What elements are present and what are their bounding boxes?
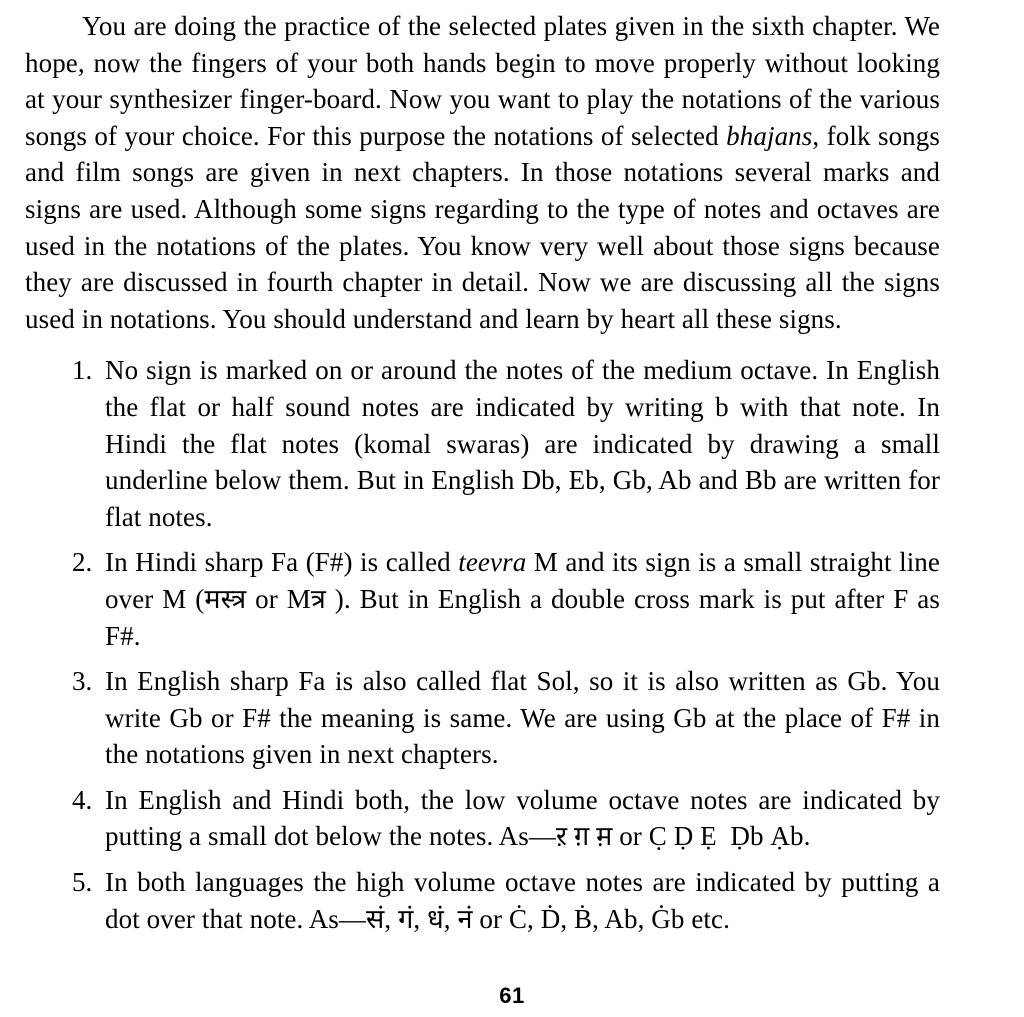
list-item-text: In English sharp Fa is also called flat Sol, so it is also written as Gb. You write Gb or F# the meaning is same. We are using Gb at the place of F# in the notations given in next chapters. (105, 666, 940, 770)
signs-list (72, 352, 940, 937)
list-item-text: In Hindi sharp Fa (F#) is called teevra M and its sign is a small straight line over M (मस्त्र or Mत्र ). But in English a double cross mark is put after F as F#. (105, 547, 940, 651)
list-item (72, 352, 940, 535)
list-item (72, 544, 940, 654)
list-item-number: 2. (72, 547, 93, 578)
list-item (72, 782, 940, 855)
list-item-text: In English and Hindi both, the low volume octave notes are indicated by putting a small dot below the notes. As—ऱ ग़ म़ or C̣ Ḍ Ẹ Ḍb Ạb. (105, 784, 940, 852)
list-item-text: In both languages the high volume octave notes are indicated by putting a dot over that note. As—सं, गं, धं, नं or Ċ, Ḋ, Ḃ, Ab, Ġb etc. (105, 867, 940, 934)
list-item-number: 4. (72, 784, 93, 815)
page-footer (0, 983, 1024, 1009)
list-item-text: No sign is marked on or around the notes of the medium octave. In English the flat or half sound notes are indicated by writing b with that note. In Hindi the flat notes (komal swaras) are indicated by drawing a small underline below them. But in English Db, Eb, Gb, Ab and Bb are written for flat notes. (105, 355, 940, 532)
list-item (72, 864, 940, 937)
intro-paragraph: You are doing the practice of the selected plates given in the sixth chapter. We hope, now the fingers of your both hands begin to move properly without looking at your synthesizer finger-board. Now you want to play the notations of the various songs of your choice. For this purpose the notations of selected bhajans, folk songs and film songs are given in next chapters. In those notations several marks and signs are used. Although some signs regarding to the type of notes and octaves are used in the notations of the plates. You know very well about those signs because they are discussed in fourth chapter in detail. Now we are discussing all the signs used in notations. You should understand and learn by heart all these signs. (25, 11, 940, 334)
list-item (72, 663, 940, 773)
page-number: 61 (499, 983, 525, 1008)
list-item-number: 3. (72, 666, 93, 697)
list-item-number: 1. (72, 355, 93, 386)
list-item-number: 5. (72, 867, 93, 898)
